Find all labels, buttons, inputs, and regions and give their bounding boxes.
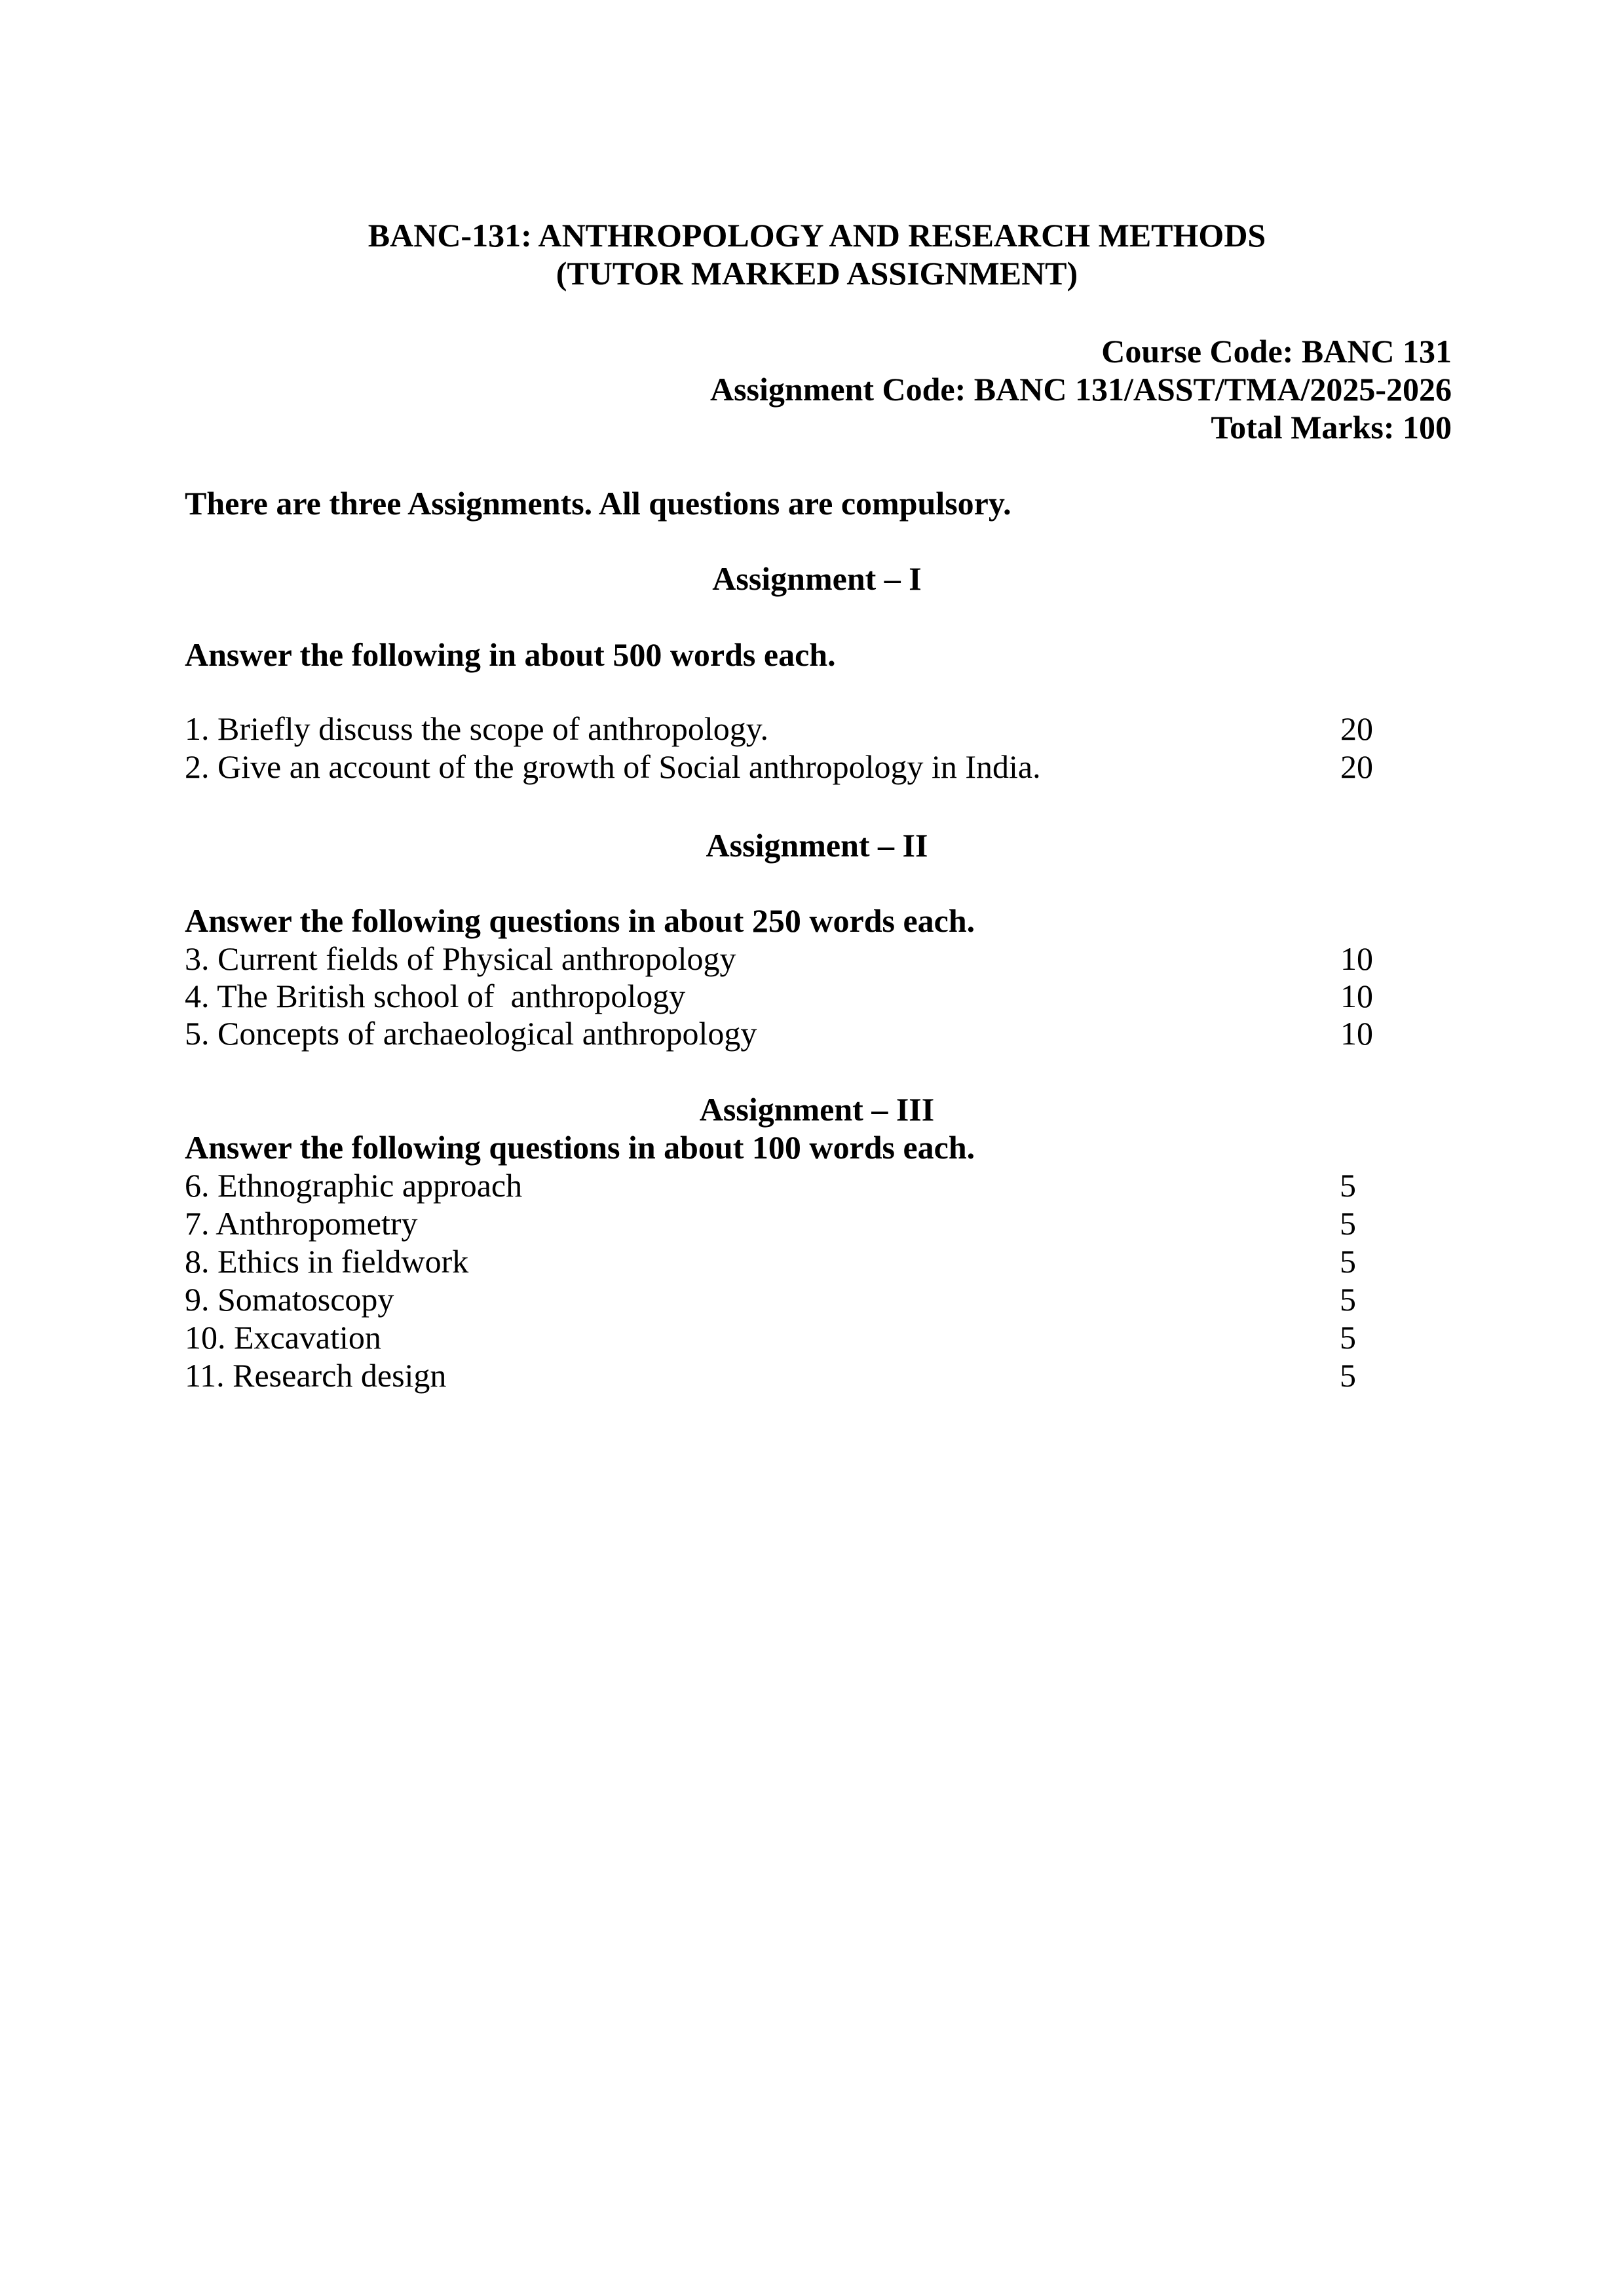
- question-7-marks: 5: [1340, 1205, 1356, 1242]
- document-title: BANC-131: ANTHROPOLOGY AND RESEARCH METHODS: [368, 217, 1266, 254]
- question-2: 2. Give an account of the growth of Social anthropology in India.: [185, 748, 1041, 785]
- question-9-marks: 5: [1340, 1281, 1356, 1318]
- document-subtitle: (TUTOR MARKED ASSIGNMENT): [556, 255, 1078, 292]
- question-3-marks: 10: [1340, 940, 1373, 977]
- question-11: 11. Research design: [185, 1357, 447, 1394]
- question-11-marks: 5: [1340, 1357, 1356, 1394]
- general-instruction: There are three Assignments. All questions are compulsory.: [185, 485, 1011, 522]
- assignment-3-heading: Assignment – III: [699, 1091, 935, 1128]
- assignment-3-instruction: Answer the following questions in about 100 words each.: [185, 1129, 975, 1166]
- question-6: 6. Ethnographic approach: [185, 1167, 523, 1204]
- assignment-1-instruction: Answer the following in about 500 words each.: [185, 636, 836, 673]
- question-3: 3. Current fields of Physical anthropology: [185, 940, 736, 977]
- assignment-2-heading: Assignment – II: [706, 827, 928, 864]
- total-marks: Total Marks: 100: [1211, 409, 1452, 446]
- assignment-2-instruction: Answer the following questions in about 250 words each.: [185, 902, 975, 939]
- question-9: 9. Somatoscopy: [185, 1281, 394, 1318]
- question-10: 10. Excavation: [185, 1319, 381, 1356]
- question-5-marks: 10: [1340, 1015, 1373, 1052]
- question-1: 1. Briefly discuss the scope of anthropology.: [185, 710, 769, 747]
- question-8: 8. Ethics in fieldwork: [185, 1243, 469, 1280]
- question-1-marks: 20: [1340, 710, 1373, 747]
- assignment-1-heading: Assignment – I: [712, 560, 922, 597]
- question-10-marks: 5: [1340, 1319, 1356, 1356]
- question-6-marks: 5: [1340, 1167, 1356, 1204]
- question-8-marks: 5: [1340, 1243, 1356, 1280]
- assignment-code: Assignment Code: BANC 131/ASST/TMA/2025-2026: [709, 371, 1452, 408]
- question-7: 7. Anthropometry: [185, 1205, 418, 1242]
- question-4-marks: 10: [1340, 978, 1373, 1014]
- course-code: Course Code: BANC 131: [1101, 333, 1452, 370]
- question-4: 4. The British school of anthropology: [185, 978, 686, 1014]
- question-5: 5. Concepts of archaeological anthropology: [185, 1015, 757, 1052]
- question-2-marks: 20: [1340, 748, 1373, 785]
